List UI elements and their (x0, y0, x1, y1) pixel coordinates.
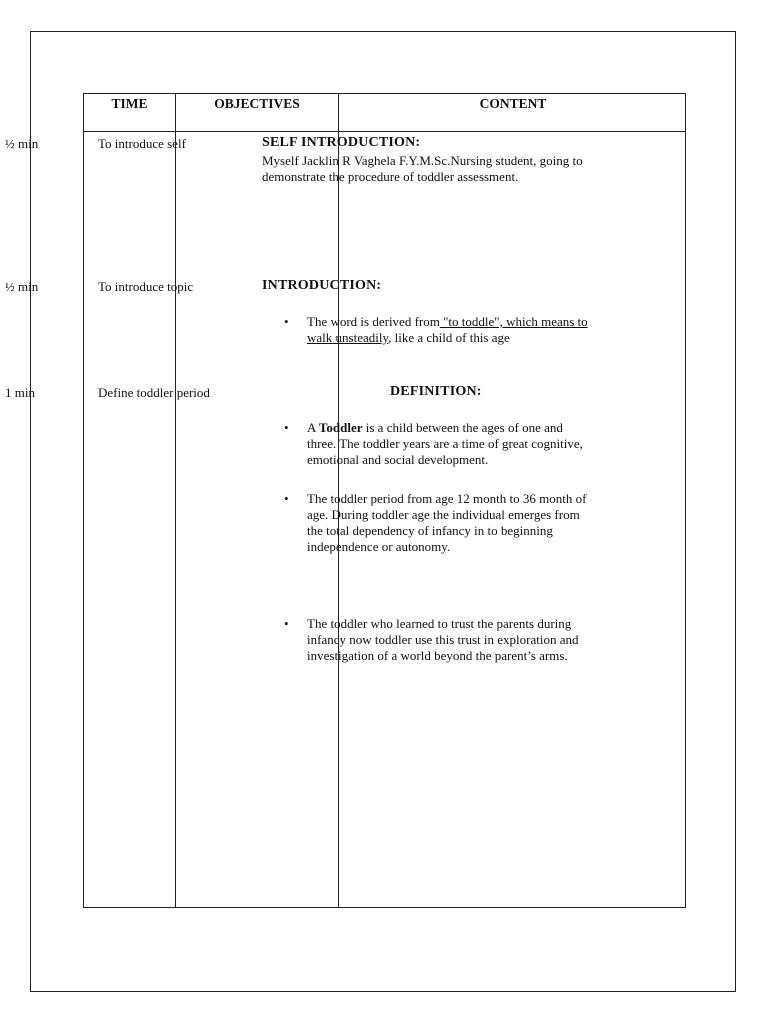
row1-text: Myself Jacklin R Vaghela F.Y.M.Sc.Nursing student, going to demonstrate the procedure of toddler assessment. (262, 153, 583, 184)
row2-heading: INTRODUCTION: (262, 278, 382, 293)
def1-pre: A (307, 420, 319, 435)
intro-bullet-text (307, 314, 589, 346)
bullet-marker: • (284, 314, 289, 329)
row1-time: ½ min (5, 136, 39, 151)
row1-objective: To introduce self (98, 136, 186, 151)
def1-post: is a child between the ages of one and three. The toddler years are a time of great cognitive, emotional and social development. (307, 420, 583, 467)
row3-objective: Define toddler period (98, 385, 210, 400)
row2-time: ½ min (5, 279, 39, 294)
definition-bullet-2: The toddler period from age 12 month to 36 month of age. During toddler age the individual emerges from the total dependency of infancy in to beginning independence or autonomy. (307, 491, 587, 554)
bullet-marker: • (284, 420, 289, 435)
bullet-marker: • (284, 491, 289, 506)
header-content: CONTENT (479, 96, 547, 111)
column-divider (175, 94, 176, 907)
definition-bullet-1 (307, 420, 589, 468)
intro-bullet-post: , like a child of this age (388, 330, 510, 345)
def1-bold: Toddler (318, 420, 363, 435)
row2-objective: To introduce topic (98, 279, 194, 294)
row1-heading: SELF INTRODUCTION: (262, 135, 421, 150)
header-time: TIME (111, 96, 148, 111)
bullet-marker: • (284, 616, 289, 631)
row3-time: 1 min (5, 385, 35, 400)
header-objectives: OBJECTIVES (214, 96, 300, 111)
intro-bullet-underlined: "to toddle", which means to walk unsteadily (307, 314, 588, 345)
definition-bullet-3: The toddler who learned to trust the parents during infancy now toddler use this trust in exploration and investigation of a world beyond the parent’s arms. (307, 616, 579, 663)
row3-heading: DEFINITION: (390, 384, 482, 399)
intro-bullet-pre: The word is derived from (307, 314, 440, 329)
header-row-divider (84, 131, 685, 132)
